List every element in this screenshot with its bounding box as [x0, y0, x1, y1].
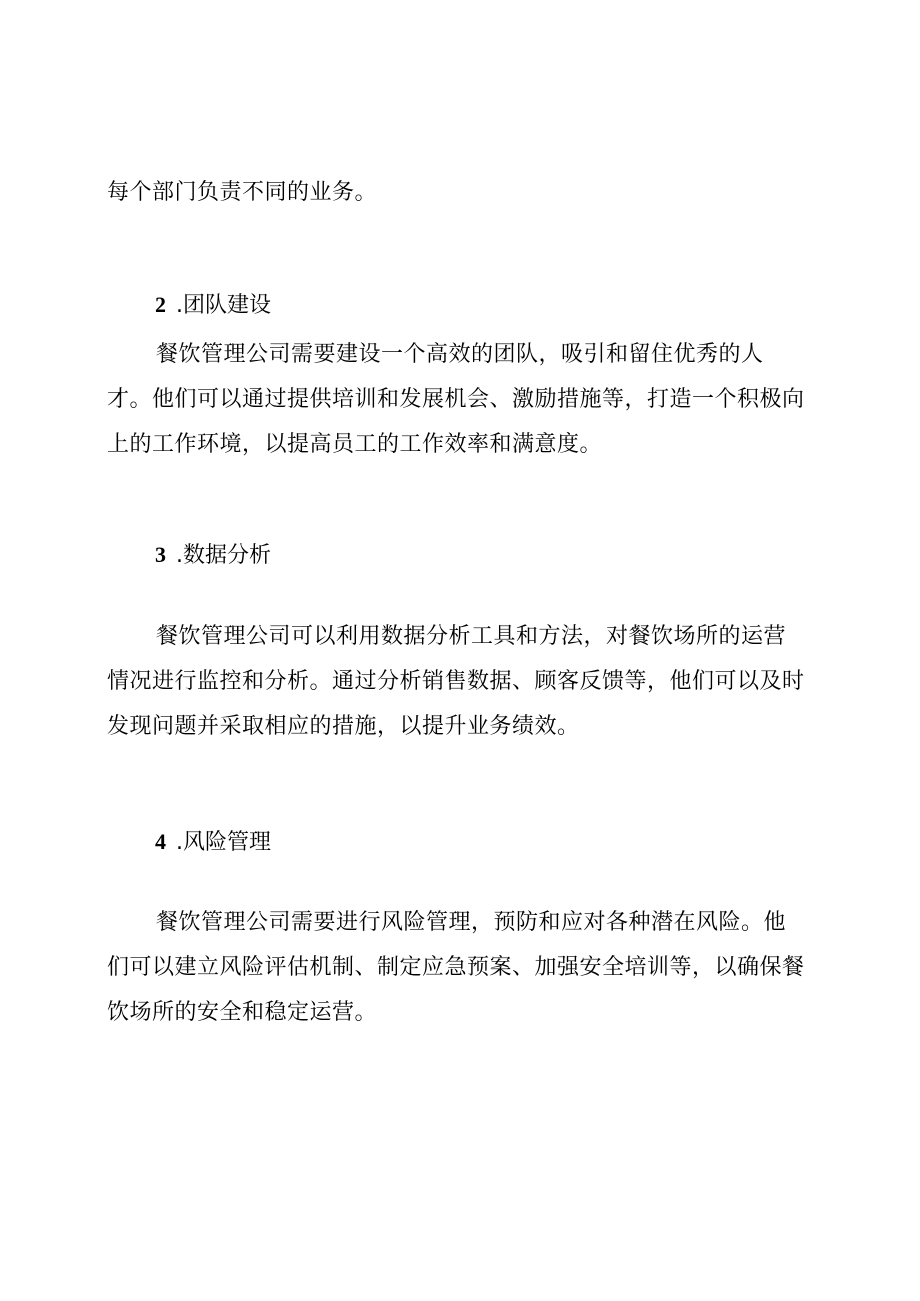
- section-number: 4: [155, 829, 166, 854]
- section-body-risk-management: [107, 900, 807, 1035]
- section-number: 3: [155, 542, 166, 567]
- section-number: 2: [155, 292, 166, 317]
- section-title: .数据分析: [176, 543, 271, 568]
- intro-paragraph: [107, 170, 807, 215]
- section-body-text: 餐饮管理公司需要进行风险管理，预防和应对各种潜在风险。他们可以建立风险评估机制、制定应急预案、加强安全培训等，以确保餐饮场所的安全和稳定运营。: [107, 910, 805, 1025]
- section-body-text: 餐饮管理公司需要建设一个高效的团队，吸引和留住优秀的人才。他们可以通过提供培训和发展机会、激励措施等，打造一个积极向上的工作环境，以提高员工的工作效率和满意度。: [107, 342, 805, 457]
- section-heading-risk-management: [155, 827, 271, 858]
- section-body-text: 餐饮管理公司可以利用数据分析工具和方法，对餐饮场所的运营情况进行监控和分析。通过分析销售数据、顾客反馈等，他们可以及时发现问题并采取相应的措施，以提升业务绩效。: [107, 624, 805, 739]
- section-body-data-analysis: [107, 614, 807, 749]
- intro-text: 每个部门负责不同的业务。: [107, 180, 378, 205]
- section-body-team-building: [107, 332, 807, 467]
- section-title: .团队建设: [176, 293, 271, 318]
- section-heading-data-analysis: [155, 540, 271, 571]
- section-title: .风险管理: [176, 830, 271, 855]
- section-heading-team-building: [155, 290, 271, 321]
